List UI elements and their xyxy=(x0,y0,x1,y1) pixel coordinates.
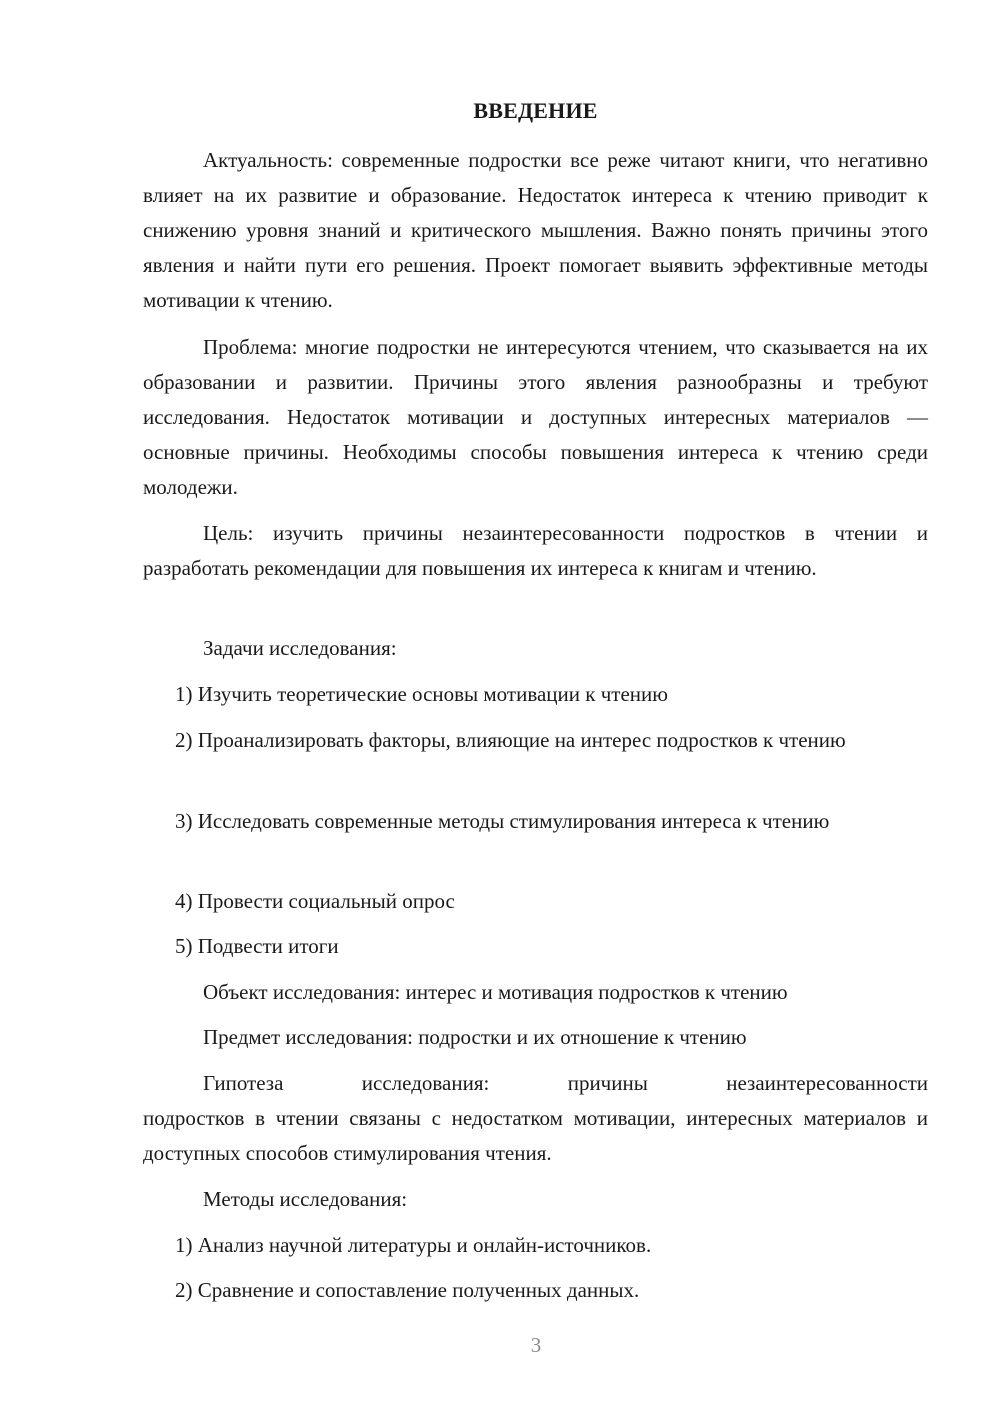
paragraph-relevance: Актуальность: современные подростки все реже читают книги, что негативно влияет на их развитие и образование. Недостаток интереса к чтению приводит к снижению уровня знаний и критического мышления. Важно понять причины этого явления и найти пути его решения. Проект помогает выявить эффективные методы мотивации к чтению. xyxy=(143,148,928,312)
paragraph-object: Объект исследования: интерес и мотивация подростков к чтению xyxy=(203,980,788,1004)
paragraph-subject: Предмет исследования: подростки и их отношение к чтению xyxy=(203,1025,747,1049)
paragraph-hypothesis-continuation: подростков в чтении связаны с недостатком мотивации, интересных материалов и доступных способов стимулирования чтения. xyxy=(143,1106,928,1165)
page-title: ВВЕДЕНИЕ xyxy=(473,98,598,123)
method-item: 2) Сравнение и сопоставление полученных данных. xyxy=(175,1278,640,1302)
paragraph-problem: Проблема: многие подростки не интересуются чтением, что сказывается на их образовании и развитии. Причины этого явления разнообразны и требуют исследования. Недостаток мотивации и доступных интересных материалов — основные причины. Необходимы способы повышения интереса к чтению среди молодежи. xyxy=(143,335,928,499)
task-item: 4) Провести социальный опрос xyxy=(175,889,455,913)
paragraph-hypothesis-first-line: Гипотеза исследования: причины незаинтересованности xyxy=(203,1071,928,1095)
task-item: 3) Исследовать современные методы стимулирования интереса к чтению xyxy=(175,809,830,833)
task-item: 2) Проанализировать факторы, влияющие на интерес подростков к чтению xyxy=(175,728,846,752)
task-item: 1) Изучить теоретические основы мотивации к чтению xyxy=(175,682,668,706)
method-item: 1) Анализ научной литературы и онлайн-источников. xyxy=(175,1233,652,1257)
tasks-heading: Задачи исследования: xyxy=(203,636,397,660)
page-number: 3 xyxy=(530,1333,542,1357)
paragraph-goal: Цель: изучить причины незаинтересованности подростков в чтении и разработать рекомендации для повышения их интереса к книгам и чтению. xyxy=(143,521,928,580)
task-item: 5) Подвести итоги xyxy=(175,934,339,958)
methods-heading: Методы исследования: xyxy=(203,1187,408,1211)
